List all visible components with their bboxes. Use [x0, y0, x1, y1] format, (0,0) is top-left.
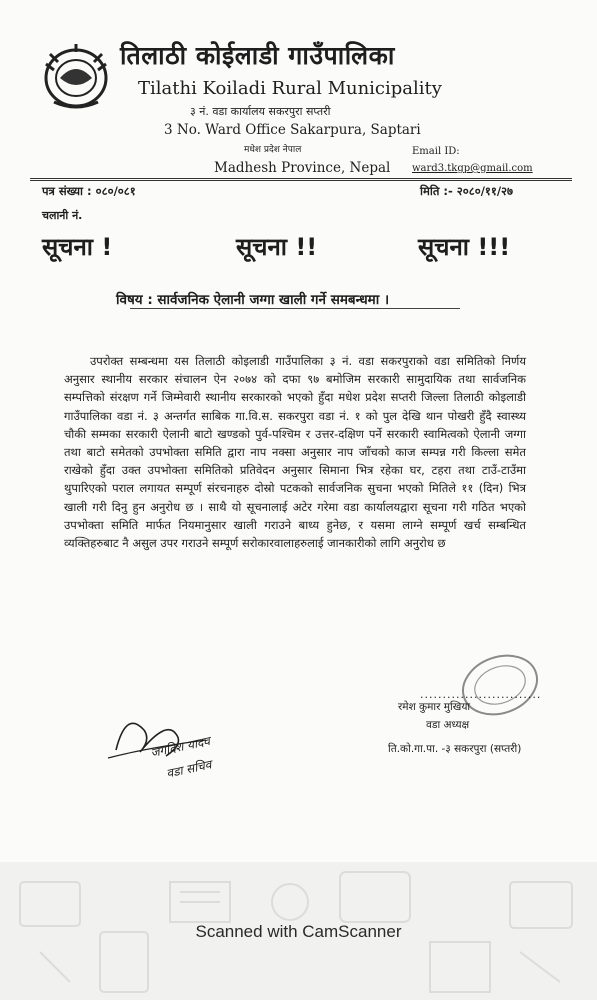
- notice-heading-1: सूचना !: [42, 233, 113, 261]
- notice-body: उपरोक्त सम्बन्धमा यस तिलाठी कोइलाडी गाउँपालिका ३ नं. वडा सकरपुराको वडा समितिको निर्णय अनुसार स्थानीय सरकार संचालन ऐन २०७४ को दफा ९७ बमोजिम सरकारी सामुदायिक तथा सार्वजनिक सम्पत्तिको संरक्षण गर्ने जिम्मेवारी स्थानीय सरकारको भएको हुँदा मधेश प्रदेश सप्तरी जिल्ला तिलाठी कोइलाडी गाउँपालिका वडा नं. ३ अन्तर्गत साबिक गा.वि.स. सकरपुरा वडा नं. १ को पुल देखि थान पोखरी हुँदै स्वास्थ्य चौकी सम्मका सरकारी ऐलानी बाटो खण्डको पुर्व-पश्चिम र उत्तर-दक्षिण पर्ने सरकारी स्वामित्वको ऐलानी जग्गा तथा बाटो समेतको उपभोक्ता समिति द्वारा नाप नक्सा अनुसार नाप जाँचको काज सम्पन्न गरी किल्ला समेत राखेको हुँदा उक्त उपभोक्ता समितिको प्रतिवेदन अनुसार सिमाना भित्र रहेका घर, टहरा तथा टाउँ-टाउँमा थुपारिएको पराल लगायत सम्पूर्ण संरचनाहरु दोस्रो पटकको सार्वजनिक सुचना भएको मितिले ११ (दिन) भित्र खाली गरी दिनु हुन अनुरोध छ । साथै यो सूचनालाई अटेर गरेमा वडा कार्यालयद्वारा सूचना गरी गठित भएको उपभोक्ता समिति मार्फत नियमानुसार खाली गराउने बाध्य हुनेछ, र यसमा लाग्ने सम्पूर्ण खर्च सम्बन्धित व्यक्तिहरुबाट नै असुल उपर गराउने सम्पूर्ण सरोकारवालाहरुलाई जानकारीको लागि अनुरोध छ: [64, 354, 526, 551]
- signature-line: ...........................: [420, 688, 542, 701]
- ward-secretary-title: वडा सचिव: [165, 757, 213, 781]
- letter-date: मिति :- २०८०/११/२७: [420, 184, 514, 198]
- ward-chairperson-address: ति.को.गा.पा. -३ सकरपुरा (सप्तरी): [388, 743, 522, 755]
- subject-line: विषय : सार्वजनिक ऐलानी जग्गा खाली गर्ने समबन्धमा ।: [116, 292, 390, 308]
- subject-underline: [130, 308, 460, 309]
- letterhead-divider: [30, 178, 572, 179]
- ward-chairperson-title: वडा अध्यक्ष: [426, 719, 470, 731]
- municipality-emblem-icon: [40, 42, 112, 112]
- notice-heading-2: सूचना !!: [236, 233, 318, 261]
- notice-heading-3: सूचना !!!: [418, 233, 511, 261]
- ward-office-english: 3 No. Ward Office Sakarpura, Saptari: [164, 122, 421, 138]
- ward-secretary-name: जगदिश यादव: [149, 733, 212, 761]
- municipality-title-english: Tilathi Koiladi Rural Municipality: [138, 78, 442, 99]
- letterhead-divider-second: [30, 180, 572, 181]
- reference-number: पत्र संख्या : ०८०/०८१: [42, 184, 136, 198]
- camscanner-label: Scanned with CamScanner: [195, 922, 402, 941]
- email-label: Email ID:: [412, 146, 460, 157]
- province-nepali: मधेश प्रदेश नेपाल: [244, 145, 302, 155]
- dispatch-number: चलानी नं.: [42, 209, 83, 222]
- ward-chairperson-name: रमेश कुमार मुखिया: [398, 701, 471, 713]
- municipality-title-nepali: तिलाठी कोईलाडी गाउँपालिका: [120, 41, 395, 70]
- province-english: Madhesh Province, Nepal: [214, 160, 391, 176]
- ward-office-nepali: ३ नं. वडा कार्यालय सकरपुरा सप्तरी: [190, 105, 331, 118]
- email-address: ward3.tkgp@gmail.com: [412, 163, 533, 174]
- scanner-footer: [0, 862, 597, 1000]
